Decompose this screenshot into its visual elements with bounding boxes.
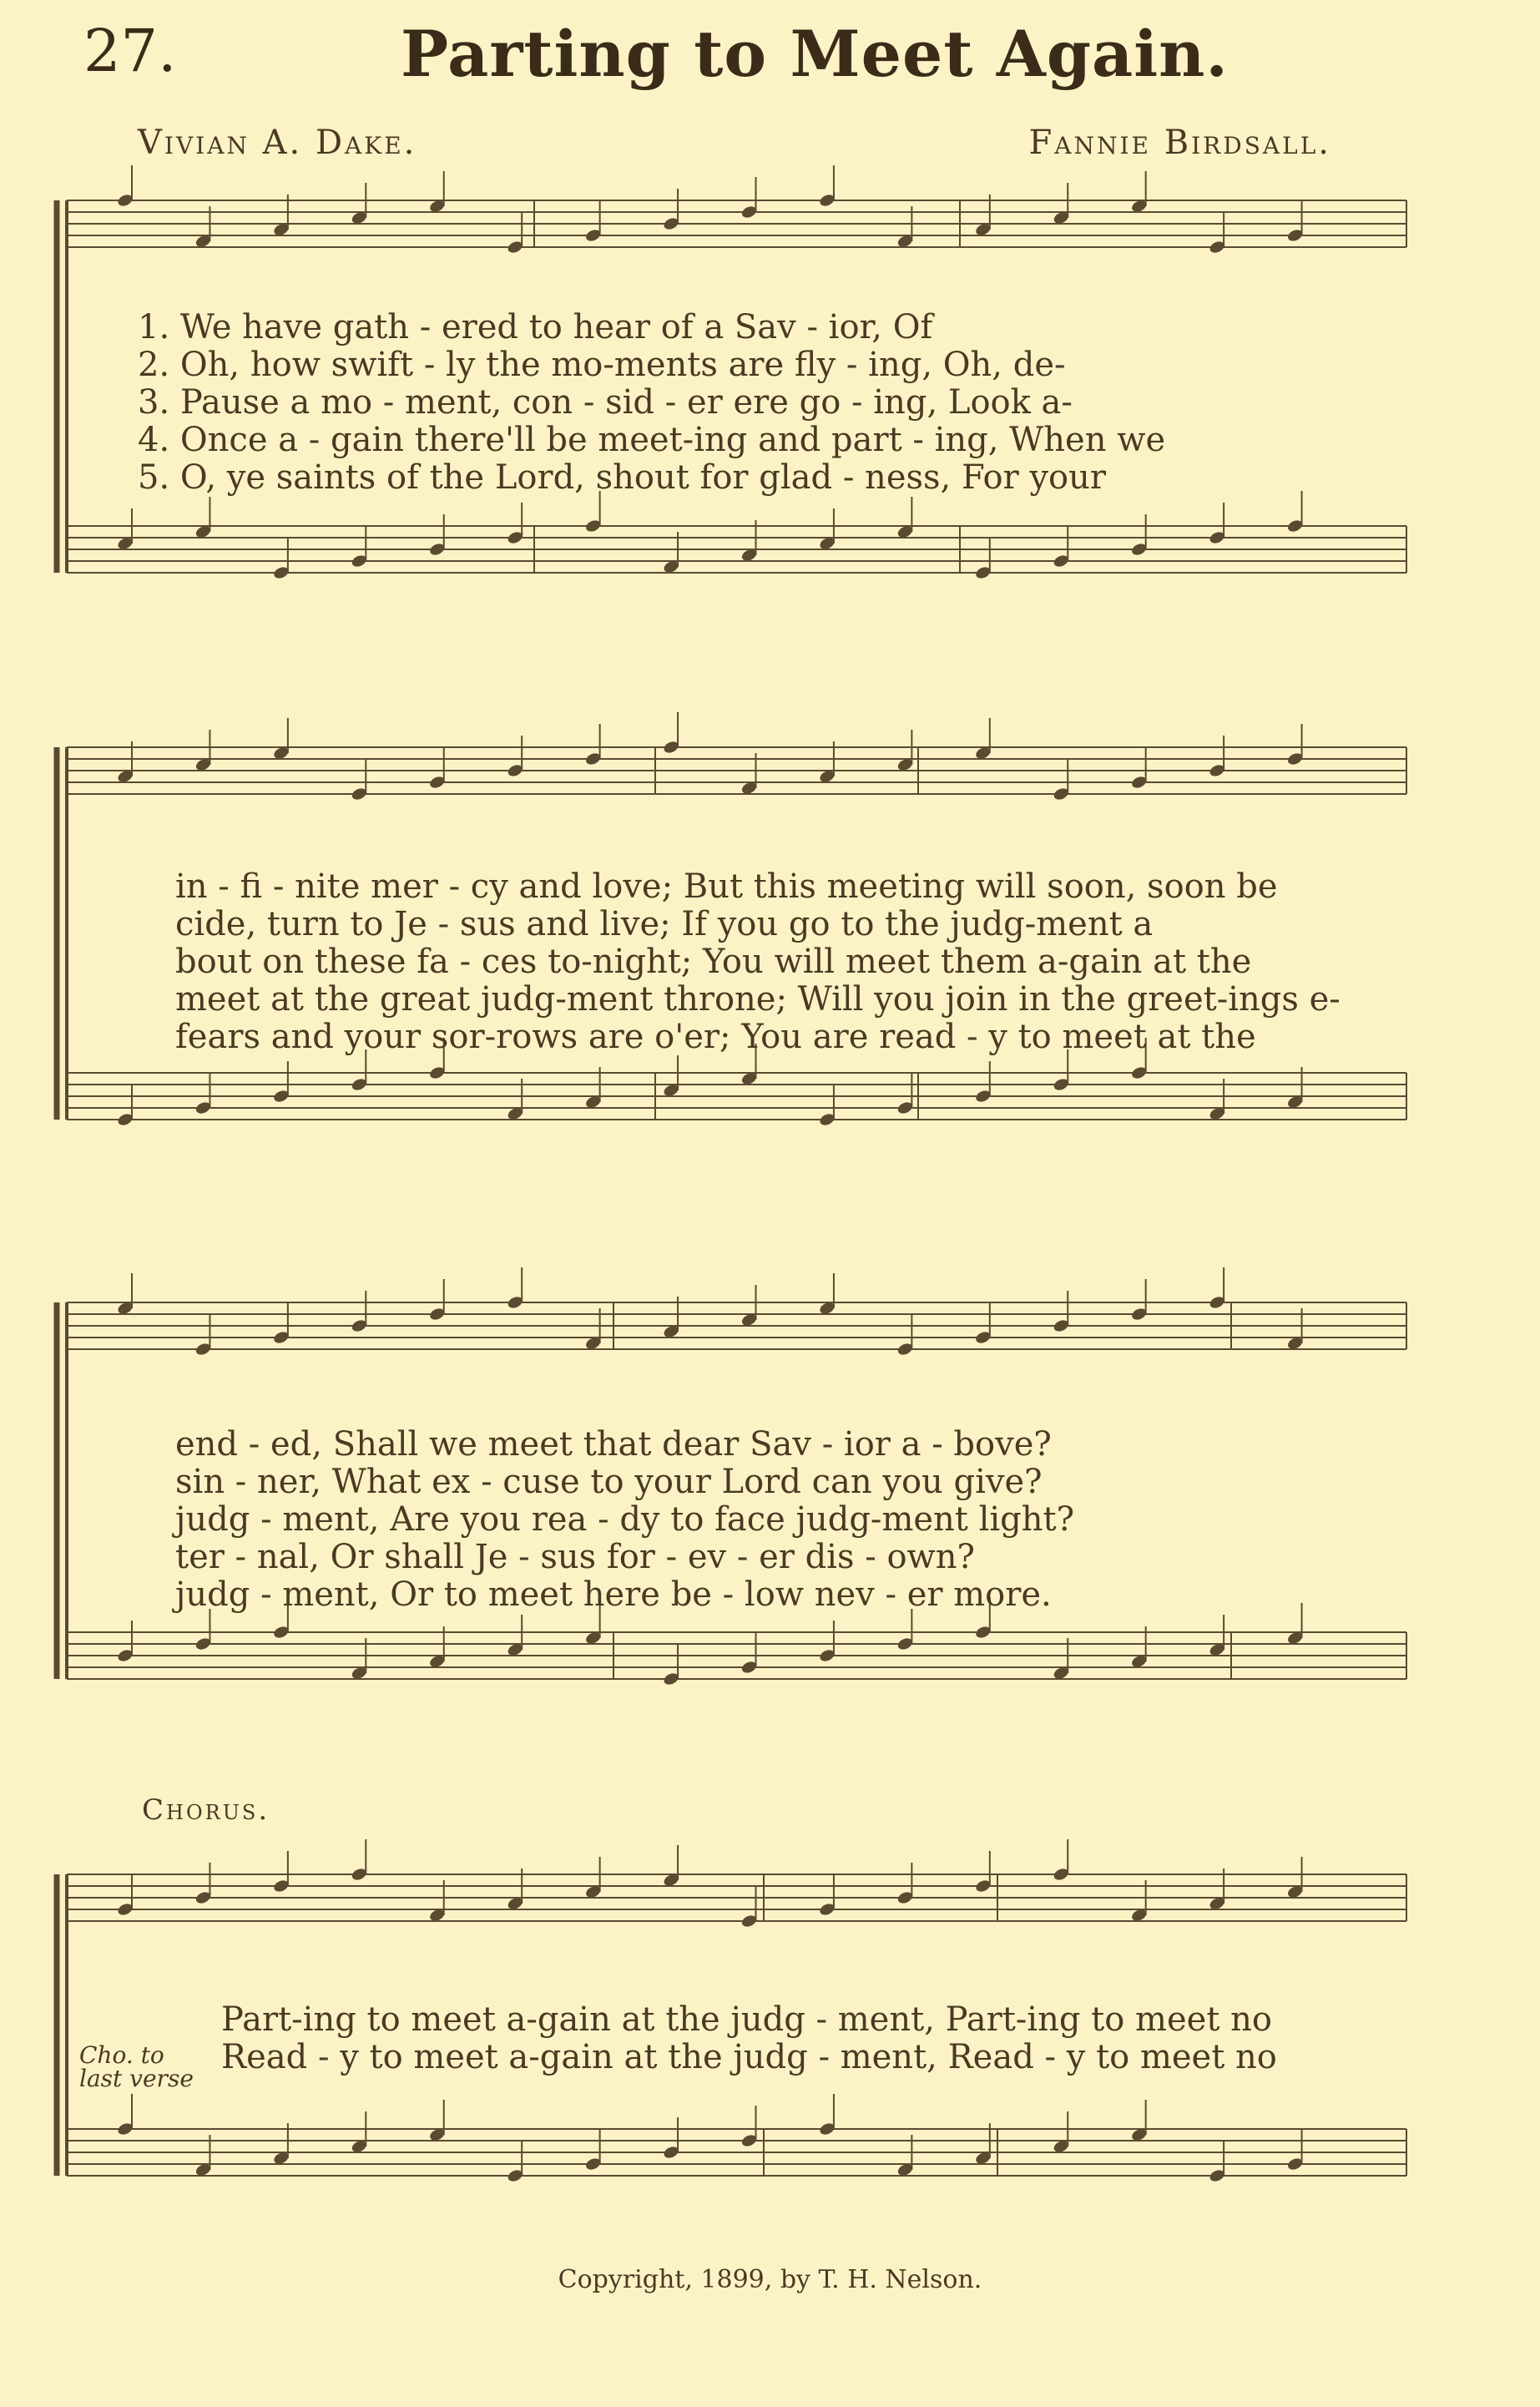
lyric-line: sin - ner, What ex - cuse to your Lord can you give? <box>175 1463 1043 1501</box>
lyric-line: 2. Oh, how swift - ly the mo-ments are fly - ing, Oh, de- <box>138 346 1066 384</box>
lyric-line: 1. We have gath - ered to hear of a Sav - ior, Of <box>138 308 933 346</box>
hymn-title: Parting to Meet Again. <box>401 17 1229 91</box>
chorus-label: Chorus. <box>142 1793 270 1827</box>
lyricist: Vivian A. Dake. <box>138 124 417 162</box>
copyright: Copyright, 1899, by T. H. Nelson. <box>558 2265 982 2294</box>
lyric-line: cide, turn to Je - sus and live; If you go to the judg-ment a <box>175 905 1154 943</box>
chorus-note: Cho. to last verse <box>79 2041 194 2092</box>
lyric-line: 5. O, ye saints of the Lord, shout for glad - ness, For your <box>138 458 1107 497</box>
lyric-line: 3. Pause a mo - ment, con - sid - er ere go - ing, Look a- <box>138 383 1073 422</box>
lyrics-system-3 <box>175 1426 1074 1614</box>
lyrics-system-2 <box>175 868 1341 1056</box>
lyric-line: ter - nal, Or shall Je - sus for - ev - er dis - own? <box>175 1538 975 1576</box>
lyric-line: judg - ment, Or to meet here be - low nev - er more. <box>175 1575 1052 1614</box>
lyric-line: judg - ment, Are you rea - dy to face judg-ment light? <box>175 1500 1075 1539</box>
lyric-line: in - fi - nite mer - cy and love; But this meeting will soon, soon be <box>175 867 1278 906</box>
lyric-line: bout on these fa - ces to-night; You will meet them a-gain at the <box>175 943 1252 981</box>
lyric-line: fears and your sor-rows are o'er; You are read - y to meet at the <box>175 1018 1256 1056</box>
hymn-number: 27. <box>83 17 177 85</box>
lyric-line: Read - y to meet a-gain at the judg - ment, Read - y to meet no <box>221 2038 1277 2076</box>
composer: Fannie Birdsall. <box>1028 124 1331 162</box>
lyric-line: 4. Once a - gain there'll be meet-ing and part - ing, When we <box>138 421 1166 459</box>
lyric-line: meet at the great judg-ment throne; Will you join in the greet-ings e- <box>175 980 1341 1019</box>
lyrics-chorus <box>221 2001 1277 2076</box>
lyric-line: Part-ing to meet a-gain at the judg - ment, Part-ing to meet no <box>221 2000 1272 2039</box>
lyric-line: end - ed, Shall we meet that dear Sav - ior a - bove? <box>175 1425 1052 1464</box>
lyrics-system-1 <box>138 309 1165 497</box>
